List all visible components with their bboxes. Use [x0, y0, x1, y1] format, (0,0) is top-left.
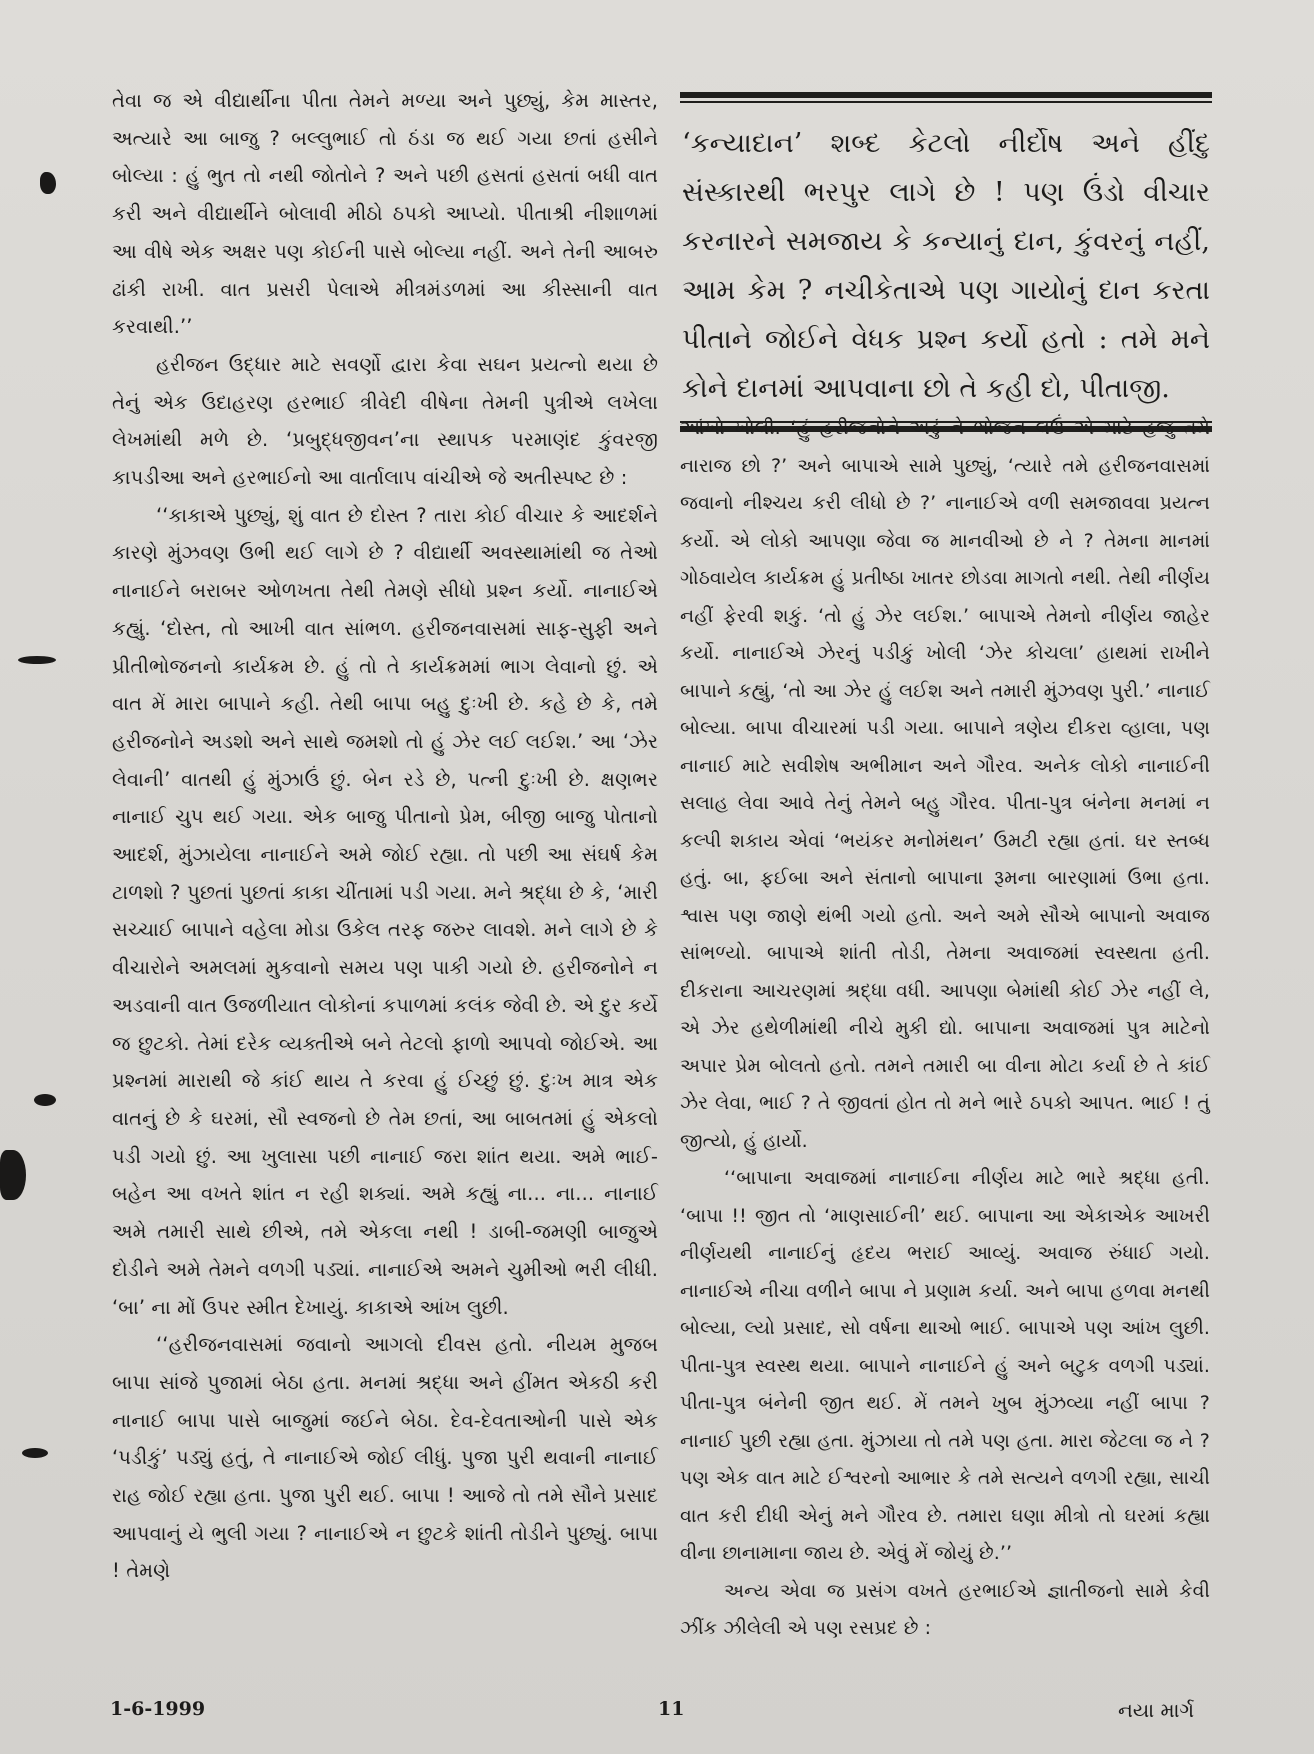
article-right-column [680, 410, 1210, 1648]
paragraph: ‘‘હરીજનવાસમાં જવાનો આગલો દીવસ હતો. નીયમ મુજબ બાપા સાંજે પુજામાં બેઠા હતા. મનમાં શ્રદ્ધા અને હીંમત એકઠી કરી નાનાઈ બાપા પાસે બાજુમાં જઈને બેઠા. દેવ-દેવતાઓની પાસે એક ‘પડીકું’ પડ્યું હતું, તે નાનાઈએ જોઈ લીધું. પુજા પુરી થવાની નાનાઈ રાહ જોઈ રહ્યા હતા. પુજા પુરી થઈ. બાપા ! આજે તો તમે સૌને પ્રસાદ આપવાનું યે ભુલી ગયા ? નાનાઈએ ન છુટકે શાંતી તોડીને પુછ્યું. બાપા ! તેમણે [112, 1333, 658, 1583]
top-thick-rule [680, 92, 1212, 98]
pull-quote-text: ‘કન્યાદાન’ શબ્દ કેટલો નીર્દોષ અને હીંદુ સંસ્કારથી ભરપુર લાગે છે ! પણ ઉંડો વીચાર કરનારને સમજાય કે કન્યાનું દાન, કુંવરનું નહીં, આમ કેમ ? નચીકેતાએ પણ ગાયોનું દાન કરતા પીતાને જોઈને વેધક પ્રશ્ન કર્યો હતો : તમે મને કોને દાનમાં આપવાના છો તે કહી દો, પીતાજી. [682, 128, 1210, 404]
pull-quote-box [680, 92, 1212, 435]
paragraph: તેવા જ એ વીદ્યાર્થીના પીતા તેમને મળ્યા અને પુછ્યું, કેમ માસ્તર, અત્યારે આ બાજુ ? બલ્લુભાઈ તો ઠંડા જ થઈ ગયા છતાં હસીને બોલ્યા : હું ભુત તો નથી જોતોને ? અને પછી હસતાં હસતાં બધી વાત કરી અને વીદ્યાર્થીને બોલાવી મીઠો ઠપકો આપ્યો. પીતાશ્રી નીશાળમાં આ વીષે એક અક્ષર પણ કોઈની પાસે બોલ્યા નહીં. અને તેની આબરુ ઢાંકી રાખી. વાત પ્રસરી પેલાએ મીત્રમંડળમાં આ કીસ્સાની વાત કરવાથી.’’ [112, 89, 658, 339]
page-number: 11 [658, 1698, 685, 1720]
binding-hole-mark [22, 1448, 48, 1458]
binding-hole-mark [40, 172, 56, 194]
paragraph: આંખો ખોલી. ‘હું હરીજનોને અડું ને ભોજન લઉં એ માટે હજુ તમે નારાજ છો ?’ અને બાપાએ સામે પુછ્યું, ‘ત્યારે તમે હરીજનવાસમાં જવાનો નીશ્ચય કરી લીધો છે ?’ નાનાઈએ વળી સમજાવવા પ્રયત્ન કર્યો. એ લોકો આપણા જેવા જ માનવીઓ છે ને ? તેમના માનમાં ગોઠવાયેલ કાર્યક્રમ હું પ્રતીષ્ઠા ખાતર છોડવા માગતો નથી. તેથી નીર્ણય નહીં ફેરવી શકું. ‘તો હું ઝેર લઈશ.’ બાપાએ તેમનો નીર્ણય જાહેર કર્યો. નાનાઈએ ઝેરનું પડીકું ખોલી ‘ઝેર કોચલા’ હાથમાં રાખીને બાપાને કહ્યું, ‘તો આ ઝેર હું લઈશ અને તમારી મુંઝવણ પુરી.’ નાનાઈ બોલ્યા. બાપા વીચારમાં પડી ગયા. બાપાને ત્રણેય દીકરા વ્હાલા, પણ નાનાઈ માટે સવીશેષ અભીમાન અને ગૌરવ. અનેક લોકો નાનાઈની સલાહ લેવા આવે તેનું તેમને બહુ ગૌરવ. પીતા-પુત્ર બંનેના મનમાં ન કલ્પી શકાય એવાં ‘ભયંકર મનોમંથન’ ઉમટી રહ્યા હતાં. ઘર સ્તબ્ધ હતું. બા, ફઈબા અને સંતાનો બાપાના રૂમના બારણામાં ઉભા હતા. શ્વાસ પણ જાણે થંભી ગયો હતો. અને અમે સૌએ બાપાનો અવાજ સાંભળ્યો. બાપાએ શાંતી તોડી, તેમના અવાજમાં સ્વસ્થતા હતી. દીકરાના આચરણમાં શ્રદ્ધા વધી. આપણા બેમાંથી કોઈ ઝેર નહીં લે, એ ઝેર હથેળીમાંથી નીચે મુકી દ્યો. બાપાના અવાજમાં પુત્ર માટેનો અપાર પ્રેમ બોલતો હતો. તમને તમારી બા વીના મોટા કર્યા છે તે કાંઈ ઝેર લેવા, ભાઈ ? તે જીવતાં હોત તો મને ભારે ઠપકો આપત. ભાઈ ! તું જીત્યો, હું હાર્યો. [680, 417, 1210, 1152]
paragraph: અન્ય એવા જ પ્રસંગ વખતે હરભાઈએ જ્ઞાતીજનો સામે કેવી ઝીંક ઝીલેલી એ પણ રસપ્રદ છે : [680, 1579, 1210, 1639]
page-footer [0, 1698, 1314, 1728]
binding-hole-mark [18, 656, 56, 664]
paragraph: ‘‘બાપાના અવાજમાં નાનાઈના નીર્ણય માટે ભારે શ્રદ્ધા હતી. ‘બાપા !! જીત તો ‘માણસાઈની’ થઈ. બાપાના આ એકાએક આખરી નીર્ણયથી નાનાઈનું હૃદય ભરાઈ આવ્યું. અવાજ રુંધાઈ ગયો. નાનાઈએ નીચા વળીને બાપા ને પ્રણામ કર્યા. અને બાપા હળવા મનથી બોલ્યા, લ્યો પ્રસાદ, સો વર્ષના થાઓ ભાઈ. બાપાએ પણ આંખ લુછી. પીતા-પુત્ર સ્વસ્થ થયા. બાપાને નાનાઈને હું અને બટુક વળગી પડ્યાં. પીતા-પુત્ર બંનેની જીત થઈ. મેં તમને ખુબ મુંઝવ્યા નહીં બાપા ? નાનાઈ પુછી રહ્યા હતા. મુંઝાયા તો તમે પણ હતા. મારા જેટલા જ ને ? પણ એક વાત માટે ઈશ્વરનો આભાર કે તમે સત્યને વળગી રહ્યા, સાચી વાત કરી દીધી એનું મને ગૌરવ છે. તમારા ઘણા મીત્રો તો ઘરમાં કહ્યા વીના છાનામાના જાય છે. એવું મેં જોયું છે.’’ [680, 1167, 1210, 1564]
binding-hole-mark [0, 1150, 26, 1200]
paragraph: હરીજન ઉદ્ધાર માટે સવર્ણો દ્વારા કેવા સઘન પ્રયત્નો થયા છે તેનું એક ઉદાહરણ હરભાઈ ત્રીવેદી વીષેના તેમની પુત્રીએ લખેલા લેખમાંથી મળે છે. ‘પ્રબુદ્ધજીવન’ના સ્થાપક પરમાણંદ કુંવરજી કાપડીઆ અને હરભાઈનો આ વાર્તાલાપ વાંચીએ જે અતીસ્પષ્ટ છે : [112, 352, 658, 490]
issue-date: 1-6-1999 [110, 1698, 206, 1720]
binding-hole-mark [34, 1094, 56, 1106]
article-left-column [112, 82, 658, 1590]
magazine-name: નયા માર્ગ [1118, 1698, 1195, 1722]
paragraph: ‘‘કાકાએ પુછ્યું, શું વાત છે દોસ્ત ? તારા કોઈ વીચાર કે આદર્શને કારણે મુંઝવણ ઉભી થઈ લાગે છે ? વીદ્યાર્થી અવસ્થામાંથી જ તેઓ નાનાઈને બરાબર ઓળખતા તેથી તેમણે સીધો પ્રશ્ન કર્યો. નાનાઈએ કહ્યું. ‘દોસ્ત, તો આખી વાત સાંભળ. હરીજનવાસમાં સાફ-સુફી અને પ્રીતીભોજનનો કાર્યક્રમ છે. હું તો તે કાર્યક્રમમાં ભાગ લેવાનો છું. એ વાત મેં મારા બાપાને કહી. તેથી બાપા બહુ દુઃખી છે. કહે છે કે, તમે હરીજનોને અડશો અને સાથે જમશો તો હું ઝેર લઈ લઈશ.’ આ ‘ઝેર લેવાની’ વાતથી હું મુંઝાઉં છું. બેન રડે છે, પત્ની દુઃખી છે. ક્ષણભર નાનાઈ ચુપ થઈ ગયા. એક બાજુ પીતાનો પ્રેમ, બીજી બાજુ પોતાનો આદર્શ, મુંઝાયેલા નાનાઈને અમે જોઈ રહ્યા. તો પછી આ સંઘર્ષ કેમ ટાળશો ? પુછતાં પુછતાં કાકા ચીંતામાં પડી ગયા. મને શ્રદ્ધા છે કે, ‘મારી સચ્ચાઈ બાપાને વહેલા મોડા ઉકેલ તરફ જરુર લાવશે. મને લાગે છે કે વીચારોને અમલમાં મુકવાનો સમય પણ પાકી ગયો છે. હરીજનોને ન અડવાની વાત ઉજળીયાત લોકોનાં કપાળમાં કલંક જેવી છે. એ દુર કર્યે જ છુટકો. તેમાં દરેક વ્યક્તીએ બને તેટલો ફાળો આપવો જોઈએ. આ પ્રશ્નમાં મારાથી જે કાંઈ થાય તે કરવા હું ઈચ્છું છું. દુઃખ માત્ર એક વાતનું છે કે ઘરમાં, સૌ સ્વજનો છે તેમ છતાં, આ બાબતમાં હું એકલો પડી ગયો છું. આ ખુલાસા પછી નાનાઈ જરા શાંત થયા. અમે ભાઈ-બહેન આ વખતે શાંત ન રહી શક્યાં. અમે કહ્યું ના... ના... નાનાઈ અમે તમારી સાથે છીએ, તમે એકલા નથી ! ડાબી-જમણી બાજુએ દોડીને અમે તેમને વળગી પડ્યાં. નાનાઈએ અમને ચુમીઓ ભરી લીધી. ‘બા’ ના મોં ઉપર સ્મીત દેખાયું. કાકાએ આંખ લુછી. [112, 503, 658, 1319]
